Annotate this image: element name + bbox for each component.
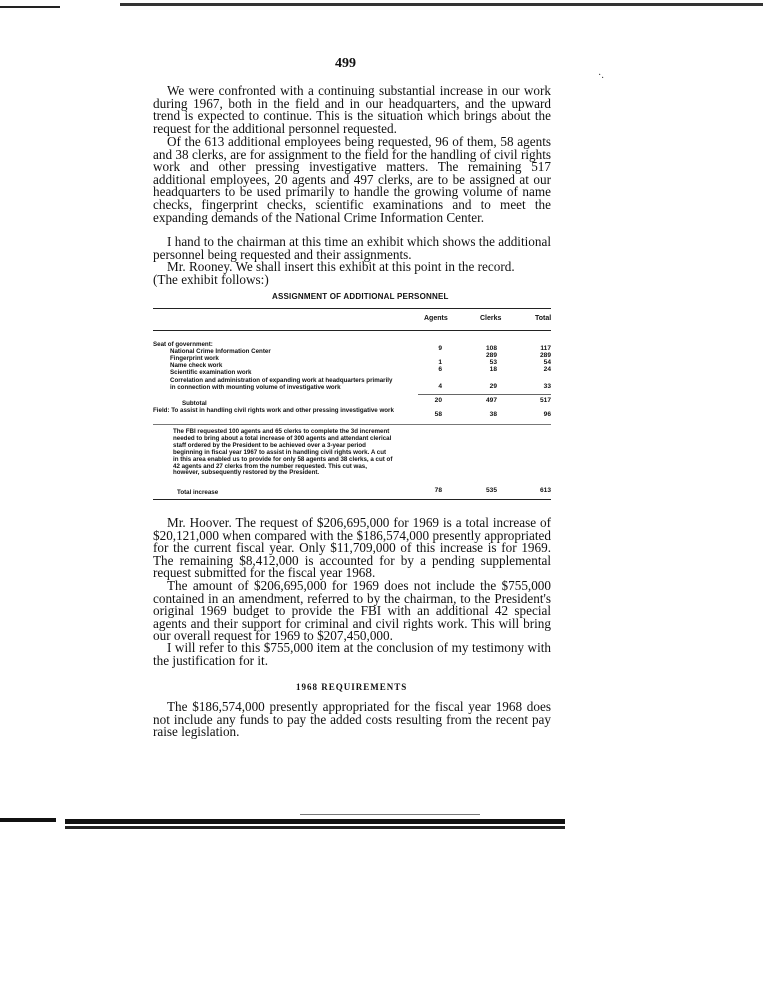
paragraph-intro: We were confronted with a continuing substantial increase in our work during 1967, both in the field and in our headquarters, and the upward trend is expected to continue. This is the situation which brings about the request for the additional personnel requested.	[153, 83, 551, 136]
cell-total: 24	[543, 366, 551, 373]
cell-clerks: 18	[489, 366, 497, 373]
table-top-rule	[153, 308, 551, 309]
cell-clerks: 53	[489, 359, 497, 366]
row-label: National Crime Information Center	[170, 348, 271, 355]
scan-bottom-rule	[65, 819, 565, 824]
cell-agents: 1	[438, 359, 442, 366]
table-divider-rule	[153, 424, 551, 425]
row-label: Correlation and administration of expanding work at headquarters primarily in connection with mounting volume of investigative work	[170, 377, 393, 391]
cell-total: 613	[539, 487, 551, 494]
row-label: Total increase	[177, 489, 219, 496]
cell-total: 289	[539, 352, 551, 359]
paragraph-amount: The amount of $206,695,000 for 1969 does not include the $755,000 contained in an amendment, referred to by the chairman, to the President's original 1969 budget to provide the FBI with an additional 42 special agents and their support for criminal and civil rights work. This will bring our overall request for 1969 to $207,450,000.	[153, 578, 551, 644]
paragraph-hoover: Mr. Hoover. The request of $206,695,000 for 1969 is a total increase of $20,121,000 when compared with the $186,574,000 presently appropriated for the current fiscal year. Only $11,709,000 of this increase is for 1969. The remaining $8,412,000 is accounted for by a pending supplemental request submitted for the fiscal year 1968.	[153, 515, 551, 581]
cell-clerks: 108	[485, 345, 497, 352]
paragraph-exhibit-follows: (The exhibit follows:)	[153, 272, 269, 287]
col-header-clerks: Clerks	[480, 315, 502, 322]
cell-clerks: 497	[485, 397, 497, 404]
cell-agents: 78	[434, 487, 442, 494]
scan-edge-mark	[0, 6, 60, 8]
scan-bottom-rule	[65, 826, 565, 829]
row-label: Subtotal	[182, 400, 207, 407]
scan-edge-mark	[0, 818, 56, 822]
table-bottom-rule	[153, 499, 551, 500]
row-label: Fingerprint work	[170, 355, 219, 362]
cell-total: 117	[540, 345, 551, 352]
cell-clerks: 535	[485, 487, 497, 494]
cell-agents: 9	[438, 345, 442, 352]
paragraph-exhibit: I hand to the chairman at this time an exhibit which shows the additional personnel being requested and their assignments.	[153, 234, 551, 262]
cell-agents: 58	[434, 411, 442, 418]
cell-clerks: 38	[489, 411, 497, 418]
paragraph-refer: I will refer to this $755,000 item at the conclusion of my testimony with the justification for it.	[153, 640, 551, 668]
cell-total: 54	[543, 359, 551, 366]
cell-clerks: 29	[489, 383, 497, 390]
col-header-total: Total	[535, 315, 552, 322]
row-label: Scientific examination work	[170, 369, 252, 376]
row-label: Name check work	[170, 362, 223, 369]
cell-agents: 20	[434, 397, 442, 404]
row-label: Field: To assist in handling civil rights work and other pressing investigative work	[153, 407, 394, 414]
cell-total: 517	[539, 397, 551, 404]
table-note: The FBI requested 100 agents and 65 clerks to complete the 3d increment needed to bring about a total increase of 300 agents and attendant clerical staff ordered by the President to be achieved over a 3-year period beginning in fiscal year 1967 to assist in handling civil rights work. A cut in this area enabled us to provide for only 58 agents and 38 clerks, a cut of 42 agents and 27 clerks from the number requested. This cut was, however, subsequently restored by the President.	[173, 428, 393, 477]
paragraph-employees: Of the 613 additional employees being requested, 96 of them, 58 agents and 38 clerks, are for assignment to the field for the handling of civil rights work and other pressing investigative matters. The remaining 517 additional employees, 20 agents and 497 clerks, are to be assigned at our headquarters to be used primarily to handle the growing volume of name checks, fingerprint checks, scientific examinations and to meet the expanding demands of the National Crime Information Center.	[153, 134, 551, 225]
page-number: 499	[335, 56, 356, 71]
cell-agents: 4	[438, 383, 442, 390]
scan-speck: ·.	[598, 70, 604, 81]
paragraph-rooney: Mr. Rooney. We shall insert this exhibit at this point in the record.	[167, 259, 515, 274]
row-label: Seat of government:	[153, 341, 213, 348]
scan-bottom-rule	[300, 814, 480, 815]
subtotal-rule	[418, 394, 551, 395]
cell-clerks: 289	[485, 352, 497, 359]
section-heading: 1968 REQUIREMENTS	[296, 682, 408, 692]
col-header-agents: Agents	[424, 315, 448, 322]
table-header-rule	[153, 330, 551, 331]
table-title: ASSIGNMENT OF ADDITIONAL PERSONNEL	[272, 292, 449, 301]
scan-top-rule	[120, 3, 763, 6]
cell-agents: 6	[438, 366, 442, 373]
cell-total: 33	[543, 383, 551, 390]
cell-total: 96	[543, 411, 551, 418]
paragraph-requirements: The $186,574,000 presently appropriated for the fiscal year 1968 does not include any funds to pay the added costs resulting from the recent pay raise legislation.	[153, 699, 551, 740]
